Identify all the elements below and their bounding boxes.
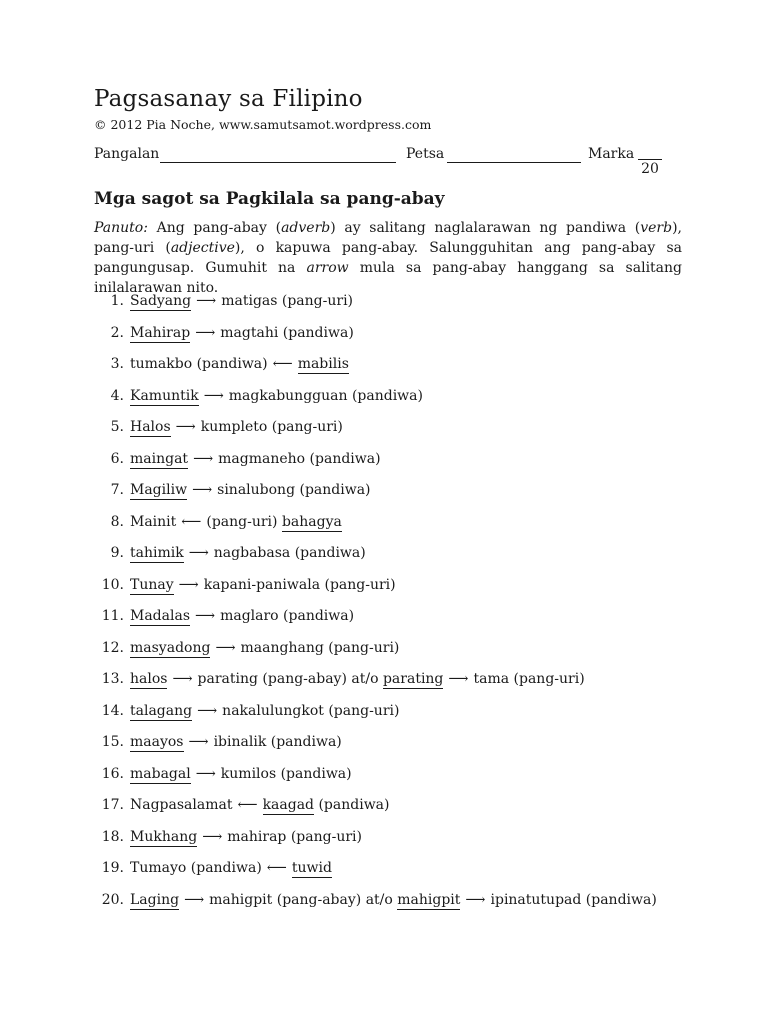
answer-number: 2. <box>110 324 124 341</box>
answer-fragment: sinalubong (pandiwa) <box>217 482 371 498</box>
answer-text <box>130 702 399 720</box>
answer-item <box>94 418 694 450</box>
answer-item <box>94 765 694 797</box>
arrow-left-icon: ⟵ <box>272 356 293 372</box>
underlined-adverb: Mukhang <box>130 828 198 845</box>
answer-text <box>130 670 585 688</box>
answer-text <box>130 859 332 877</box>
answer-number: 12. <box>101 639 124 656</box>
answer-item <box>94 292 694 324</box>
underlined-adverb: kaagad <box>262 797 315 813</box>
answer-item <box>94 324 694 356</box>
instructions-text-3: ), pang-uri ( <box>94 220 682 256</box>
term-adjective: adjective <box>170 240 235 256</box>
answer-item <box>94 859 694 891</box>
instructions-text-5: mula sa pang-abay hanggang sa salitang inilalarawan nito. <box>94 260 682 296</box>
answer-fragment: parating (pang-abay) at/o <box>197 671 379 687</box>
answer-fragment: nakalulungkot (pang-uri) <box>222 702 400 719</box>
answer-fragment: mahigpit (pang-abay) at/o <box>209 891 393 908</box>
underlined-adverb: Laging <box>130 891 180 908</box>
underlined-adverb: Halos <box>130 419 171 435</box>
arrow-left-icon: ⟵ <box>266 860 287 876</box>
score-blank[interactable] <box>638 159 662 160</box>
arrow-right-icon: ⟶ <box>178 576 199 593</box>
answer-fragment: maanghang (pang-uri) <box>240 639 400 656</box>
answer-item <box>94 607 694 639</box>
underlined-adverb: Kamuntik <box>130 387 199 404</box>
page-title: Pagsasanay sa Filipino <box>94 86 363 112</box>
answer-number: 20. <box>101 891 124 908</box>
underlined-adverb: tahimik <box>130 545 184 561</box>
answer-item <box>94 733 694 765</box>
answer-number: 11. <box>101 608 124 624</box>
arrow-right-icon: ⟶ <box>203 387 224 404</box>
answer-item <box>94 639 694 671</box>
underlined-adverb: Magiliw <box>130 482 188 498</box>
answer-text <box>130 607 354 625</box>
answer-fragment: kumpleto (pang-uri) <box>200 419 343 435</box>
instructions-text-4: ), o kapuwa pang-abay. Salungguhitan ang pang-abay sa pangungusap. Gumuhit na <box>94 240 682 276</box>
underlined-adverb: halos <box>130 671 168 687</box>
arrow-right-icon: ⟶ <box>202 828 223 845</box>
answer-fragment: Tumayo (pandiwa) <box>130 860 262 876</box>
answer-number: 17. <box>101 797 124 813</box>
instructions-text-2: ) ay salitang naglalarawan ng pandiwa ( <box>330 220 641 236</box>
score-fraction <box>638 146 662 177</box>
arrow-right-icon: ⟶ <box>465 891 486 908</box>
underlined-adverb: Madalas <box>130 608 190 624</box>
answer-fragment: kumilos (pandiwa) <box>220 765 352 782</box>
answer-fragment: magtahi (pandiwa) <box>220 324 354 341</box>
underlined-adverb: bahagya <box>281 513 342 530</box>
answer-number: 8. <box>110 513 124 530</box>
answer-item <box>94 670 694 702</box>
answer-fragment: (pandiwa) <box>318 797 390 813</box>
section-title: Mga sagot sa Pagkilala sa pang-abay <box>94 189 445 209</box>
answer-item <box>94 576 694 608</box>
answer-number: 1. <box>110 293 124 309</box>
answer-fragment: magmaneho (pandiwa) <box>218 450 381 467</box>
answer-text <box>130 544 366 562</box>
answer-item <box>94 891 694 923</box>
underlined-adverb: Sadyang <box>130 293 192 309</box>
answer-item <box>94 796 694 828</box>
answer-item <box>94 513 694 545</box>
arrow-right-icon: ⟶ <box>193 450 214 467</box>
answer-text <box>130 513 342 531</box>
answer-fragment: kapani-paniwala (pang-uri) <box>203 576 396 593</box>
arrow-right-icon: ⟶ <box>192 482 213 498</box>
arrow-right-icon: ⟶ <box>195 765 216 782</box>
arrow-left-icon: ⟵ <box>181 513 202 530</box>
answer-number: 7. <box>110 482 124 498</box>
answer-text <box>130 733 342 751</box>
answer-fragment: matigas (pang-uri) <box>221 293 354 309</box>
underlined-adverb: masyadong <box>130 639 211 656</box>
underlined-adverb: maayos <box>130 734 184 750</box>
arrow-right-icon: ⟶ <box>195 608 216 624</box>
name-label: Pangalan <box>94 146 160 162</box>
arrow-right-icon: ⟶ <box>188 734 209 750</box>
answer-number: 14. <box>101 702 124 719</box>
answer-number: 9. <box>110 545 124 561</box>
student-info-row <box>94 146 674 176</box>
answer-number: 10. <box>101 576 124 593</box>
answer-fragment: (pang-uri) <box>206 513 278 530</box>
answer-item <box>94 355 694 387</box>
answer-text <box>130 796 390 814</box>
answer-item <box>94 828 694 860</box>
answer-number: 3. <box>110 356 124 372</box>
answer-item <box>94 450 694 482</box>
arrow-left-icon: ⟵ <box>237 797 258 813</box>
answer-fragment: mahirap (pang-uri) <box>227 828 362 845</box>
score-total: 20 <box>641 161 659 177</box>
answer-text <box>130 418 343 436</box>
answer-number: 16. <box>101 765 124 782</box>
answer-fragment: magkabungguan (pandiwa) <box>228 387 423 404</box>
answer-text <box>130 481 371 499</box>
date-blank[interactable] <box>447 162 581 163</box>
answer-text <box>130 828 362 846</box>
answer-text <box>130 387 423 405</box>
arrow-right-icon: ⟶ <box>184 891 205 908</box>
answer-text <box>130 355 349 373</box>
answer-fragment: ibinalik (pandiwa) <box>213 734 342 750</box>
arrow-right-icon: ⟶ <box>197 702 218 719</box>
arrow-right-icon: ⟶ <box>448 671 469 687</box>
answer-fragment: ipinatutupad (pandiwa) <box>490 891 657 908</box>
instructions-paragraph <box>94 218 682 298</box>
answer-text <box>130 292 353 310</box>
score-label: Marka <box>588 146 635 162</box>
answer-number: 18. <box>101 828 124 845</box>
arrow-right-icon: ⟶ <box>172 671 193 687</box>
answer-number: 15. <box>101 734 124 750</box>
answer-item <box>94 544 694 576</box>
answer-number: 6. <box>110 450 124 467</box>
answer-text <box>130 765 352 783</box>
answer-item <box>94 387 694 419</box>
answer-fragment: Mainit <box>130 513 177 530</box>
answer-number: 13. <box>101 671 124 687</box>
name-blank[interactable] <box>160 162 396 163</box>
answer-fragment: tumakbo (pandiwa) <box>130 356 268 372</box>
arrow-right-icon: ⟶ <box>215 639 236 656</box>
answer-item <box>94 702 694 734</box>
arrow-right-icon: ⟶ <box>175 419 196 435</box>
term-verb: verb <box>640 220 673 236</box>
arrow-right-icon: ⟶ <box>196 293 217 309</box>
answer-number: 4. <box>110 387 124 404</box>
answer-fragment: tama (pang-uri) <box>473 671 585 687</box>
underlined-adverb: maingat <box>130 450 189 467</box>
underlined-adverb: Mahirap <box>130 324 191 341</box>
copyright-line: © 2012 Pia Noche, www.samutsamot.wordpress.com <box>94 117 432 132</box>
instructions-text-1: Ang pang-abay ( <box>147 220 282 236</box>
answer-text <box>130 324 354 342</box>
arrow-right-icon: ⟶ <box>195 324 216 341</box>
answer-item <box>94 481 694 513</box>
term-adverb: adverb <box>281 220 331 236</box>
answer-fragment: maglaro (pandiwa) <box>220 608 355 624</box>
answer-text <box>130 576 396 594</box>
answer-text <box>130 450 381 468</box>
date-label: Petsa <box>406 146 445 162</box>
term-arrow: arrow <box>306 260 349 276</box>
answer-fragment: nagbabasa (pandiwa) <box>213 545 366 561</box>
arrow-right-icon: ⟶ <box>188 545 209 561</box>
underlined-adverb: tuwid <box>291 860 332 876</box>
underlined-adverb: talagang <box>130 702 193 719</box>
answer-text <box>130 891 657 909</box>
underlined-adverb: parating <box>382 671 444 687</box>
underlined-adverb: mabagal <box>130 765 191 782</box>
answer-list <box>94 292 694 922</box>
answer-text <box>130 639 399 657</box>
instructions-lead: Panuto: <box>94 220 148 236</box>
underlined-adverb: Tunay <box>130 576 174 593</box>
answer-number: 5. <box>110 419 124 435</box>
underlined-adverb: mabilis <box>297 356 349 372</box>
answer-number: 19. <box>101 860 124 876</box>
answer-fragment: Nagpasalamat <box>130 797 233 813</box>
underlined-adverb: mahigpit <box>397 891 461 908</box>
